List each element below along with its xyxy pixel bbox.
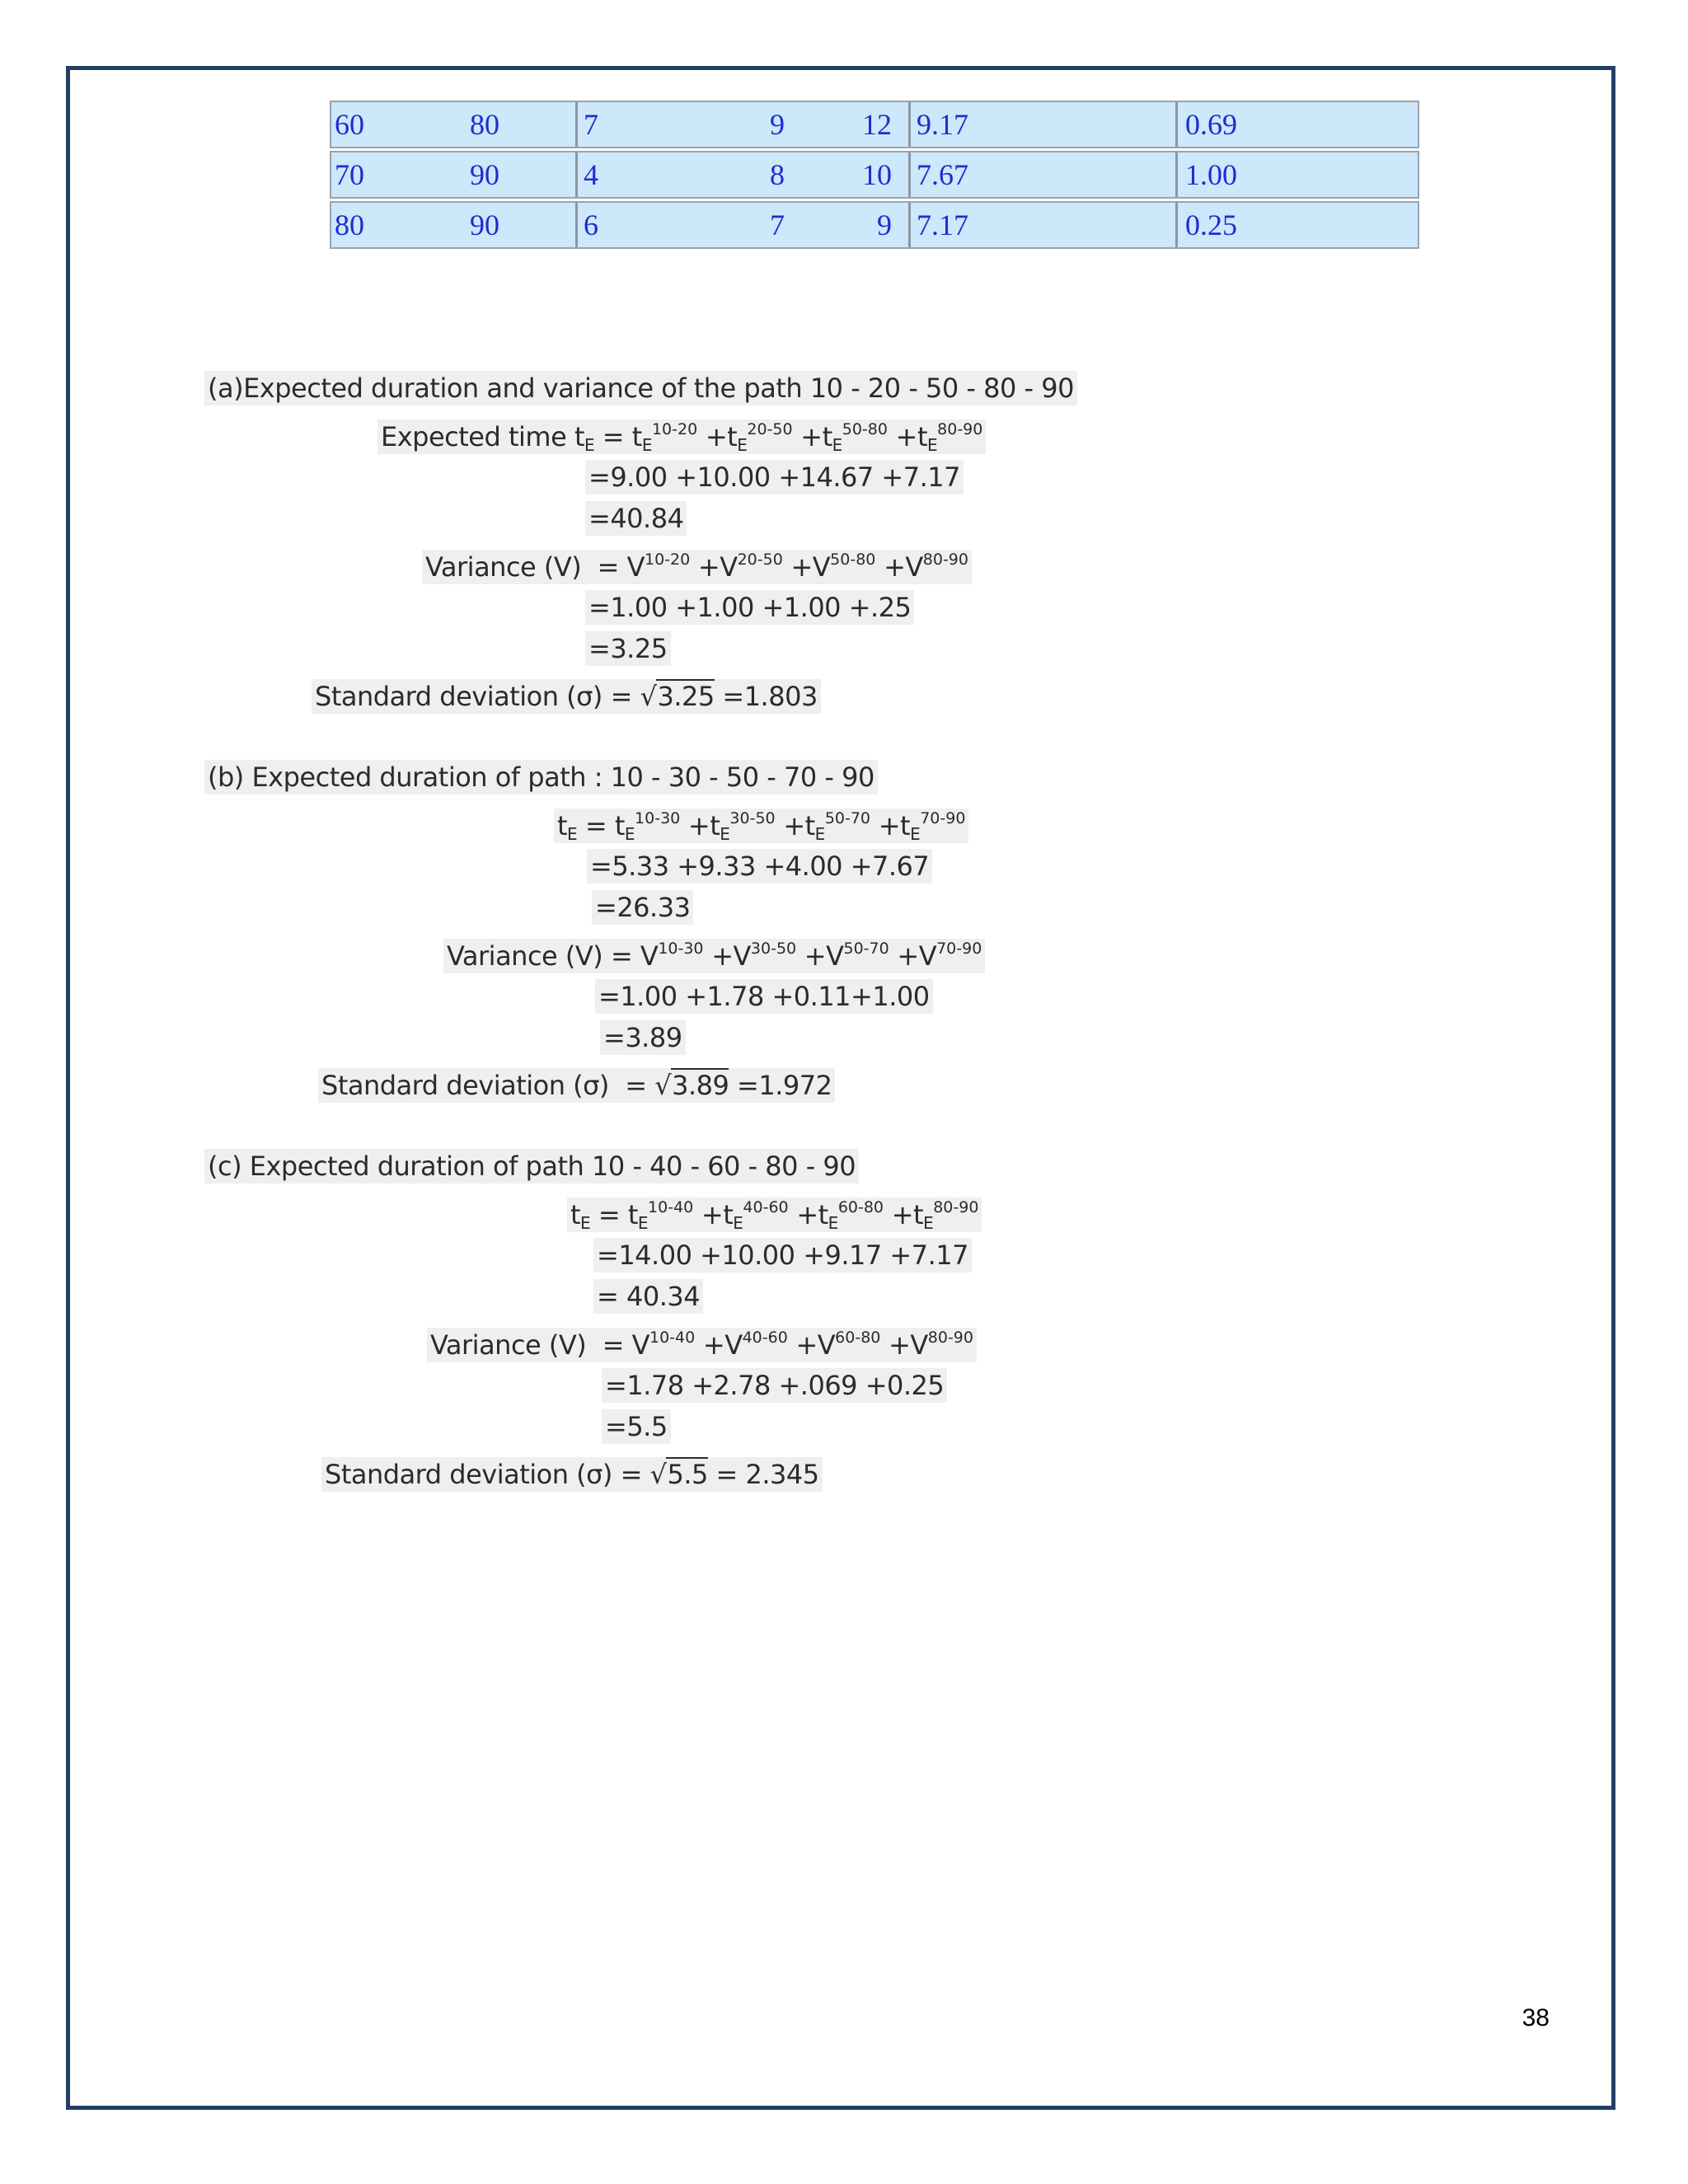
cell-expected-time: 7.67 xyxy=(917,158,968,191)
cell-optimistic: 7 xyxy=(584,108,598,141)
activity-table xyxy=(330,101,1419,251)
table-row xyxy=(330,201,1419,249)
cell-pessimistic: 12 xyxy=(862,108,892,141)
section-a-std-dev: Standard deviation (σ) = √3.25 =1.803 xyxy=(312,681,821,712)
section-c-variance-calc: =1.78 +2.78 +.069 +0.25 xyxy=(602,1370,947,1401)
section-b-variance-formula: Variance $(V) = V^{10-30} +V^{30-50} +V^{50-70} +V^{70-90}$ xyxy=(443,940,985,972)
section-c-std-dev: Standard deviation (σ) = √5.5 = 2.345 xyxy=(321,1459,823,1490)
section-a-expected-time-result: =40.84 xyxy=(585,503,687,534)
section-a-variance-calc: =1.00 +1.00 +1.00 +.25 xyxy=(585,592,914,623)
cell-from: 70 xyxy=(335,158,364,191)
cell-expected-time: 9.17 xyxy=(917,108,968,141)
section-b-variance-calc: =1.00 +1.78 +0.11+1.00 xyxy=(595,981,933,1012)
section-b-expected-time-result: =26.33 xyxy=(592,892,693,923)
section-c-heading: (c) Expected duration of path 10 - 40 - 60 - 80 - 90 xyxy=(204,1151,859,1182)
table-row xyxy=(330,101,1419,148)
cell-pessimistic: 9 xyxy=(877,209,892,241)
cell-most-likely: 7 xyxy=(770,209,785,241)
cell-variance: 0.25 xyxy=(1185,209,1237,241)
section-c-expected-time-formula: $t_E = t_E^{10-40} +t_E^{40-60} +t_E^{60-80} +t_E^{80-90}$ xyxy=(567,1198,982,1233)
cell-expected-time: 7.17 xyxy=(917,209,968,241)
cell-optimistic: 4 xyxy=(584,158,598,191)
section-c-expected-time-calc: =14.00 +10.00 +9.17 +7.17 xyxy=(593,1240,972,1271)
cell-variance: 0.69 xyxy=(1185,108,1237,141)
cell-from: 80 xyxy=(335,209,364,241)
section-a-variance-result: =3.25 xyxy=(585,633,671,664)
section-c-variance-result: =5.5 xyxy=(602,1411,671,1442)
section-c-variance-formula: Variance $(V) = V^{10-40} +V^{40-60} +V^{60-80} +V^{80-90}$ xyxy=(427,1329,977,1361)
section-a-heading: (a)Expected duration and variance of the path 10 - 20 - 50 - 80 - 90 xyxy=(204,373,1077,404)
section-a-variance-formula: Variance $(V) = V^{10-20} +V^{20-50} +V^{50-80} +V^{80-90}$ xyxy=(422,551,972,583)
cell-to: 90 xyxy=(470,158,499,191)
cell-most-likely: 9 xyxy=(770,108,785,141)
page-number: 38 xyxy=(1522,2004,1550,2032)
cell-to: 90 xyxy=(470,209,499,241)
cell-pessimistic: 10 xyxy=(862,158,892,191)
cell-most-likely: 8 xyxy=(770,158,785,191)
cell-variance: 1.00 xyxy=(1185,158,1237,191)
section-b-std-dev: Standard deviation (σ) = √3.89 =1.972 xyxy=(318,1070,835,1101)
cell-to: 80 xyxy=(470,108,499,141)
section-c-expected-time-result: = 40.34 xyxy=(593,1281,703,1312)
section-b-expected-time-calc: =5.33 +9.33 +4.00 +7.67 xyxy=(587,851,932,882)
section-a-expected-time-formula: Expected time $t_E = t_E^{10-20} +t_E^{20-50} +t_E^{50-80} +t_E^{80-90}$ xyxy=(377,420,986,455)
section-a-expected-time-calc: =9.00 +10.00 +14.67 +7.17 xyxy=(585,462,964,493)
section-b-variance-result: =3.89 xyxy=(600,1022,686,1053)
cell-from: 60 xyxy=(335,108,364,141)
section-b-heading: (b) Expected duration of path : 10 - 30 - 50 - 70 - 90 xyxy=(204,762,878,793)
section-b-expected-time-formula: $t_E = t_E^{10-30} +t_E^{30-50} +t_E^{50-70} +t_E^{70-90}$ xyxy=(554,809,968,844)
cell-optimistic: 6 xyxy=(584,209,598,241)
table-row xyxy=(330,151,1419,199)
